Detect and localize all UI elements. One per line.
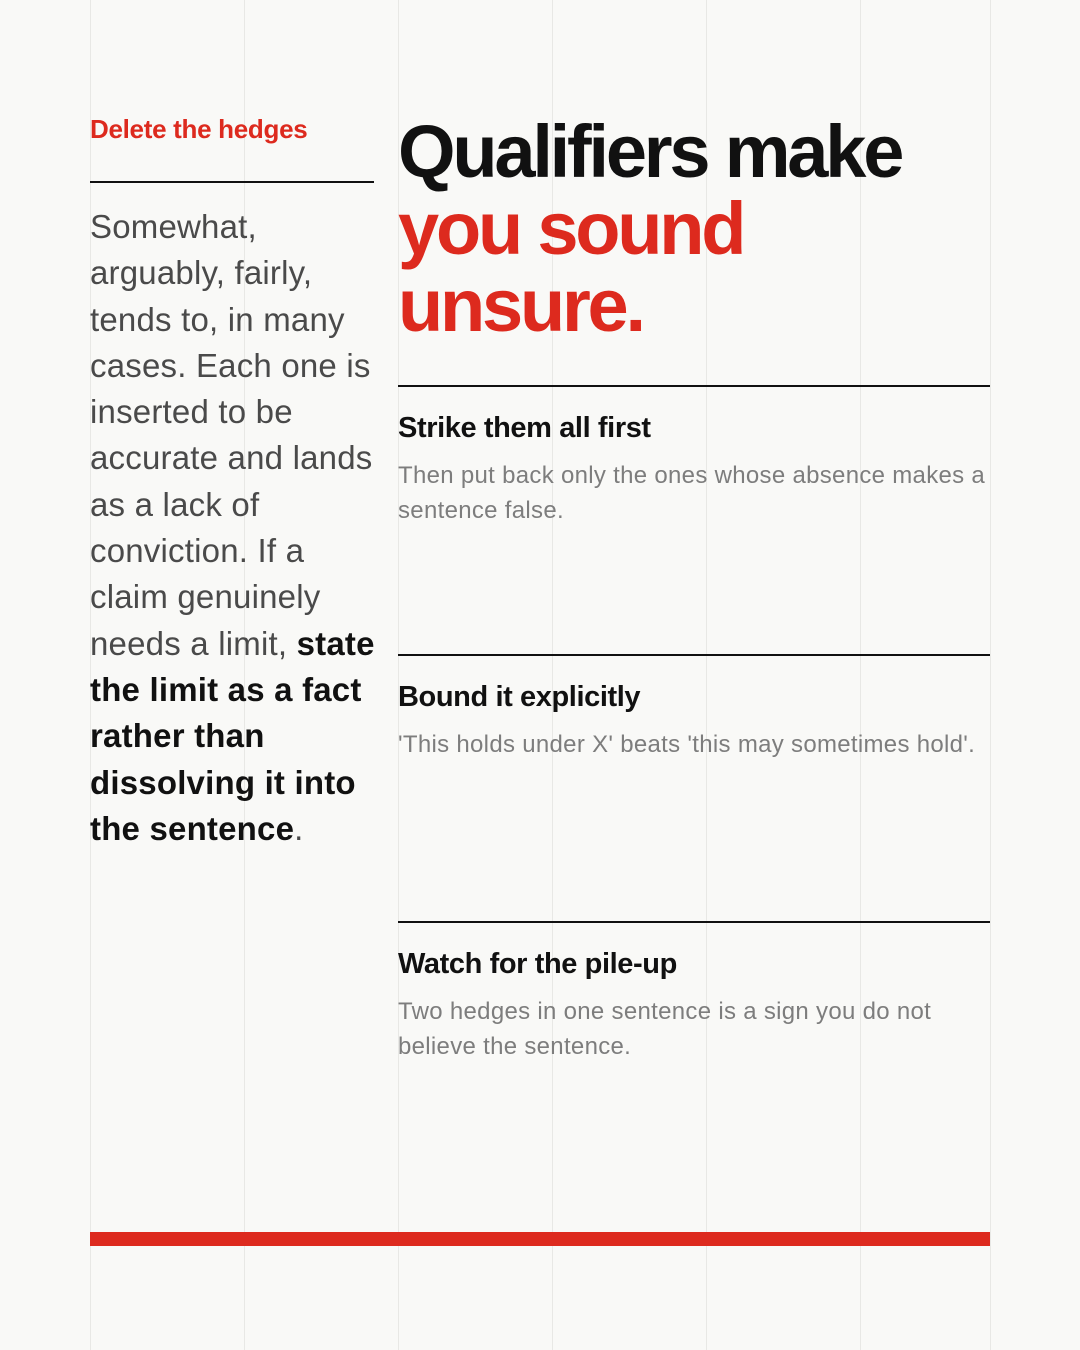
- headline-line-3: unsure.: [398, 264, 643, 347]
- section-pile-up: [398, 921, 990, 1064]
- section-description: Then put back only the ones whose absence makes a sentence false.: [398, 462, 986, 524]
- section-title: Bound it explicitly: [398, 681, 641, 713]
- left-divider: [90, 181, 374, 183]
- body-emphasis-text: state the limit as a fact rather than dissolving it into the sentence: [90, 624, 375, 847]
- headline-line-2: you sound: [398, 187, 744, 270]
- section-description: 'This holds under X' beats 'this may sometimes hold'.: [398, 731, 976, 758]
- body-plain-text: Somewhat, arguably, fairly, tends to, in many cases. Each one is inserted to be accurate and lands as a lack of conviction. If a claim genuinely needs a limit,: [90, 208, 373, 662]
- section-strike-them: [398, 385, 990, 528]
- section-divider: [398, 921, 990, 923]
- body-paragraph: [90, 204, 380, 852]
- kicker-label: Delete the hedges: [90, 114, 308, 144]
- headline-line-1: Qualifiers make: [398, 110, 902, 193]
- section-title: Strike them all first: [398, 412, 651, 444]
- section-bound-it: [398, 654, 990, 762]
- section-divider: [398, 385, 990, 387]
- headline: [398, 110, 1038, 347]
- section-divider: [398, 654, 990, 656]
- body-end-punctuation: .: [294, 809, 304, 847]
- section-title: Watch for the pile-up: [398, 948, 677, 980]
- accent-bar: [90, 1232, 990, 1246]
- section-description: Two hedges in one sentence is a sign you do not believe the sentence.: [398, 998, 932, 1060]
